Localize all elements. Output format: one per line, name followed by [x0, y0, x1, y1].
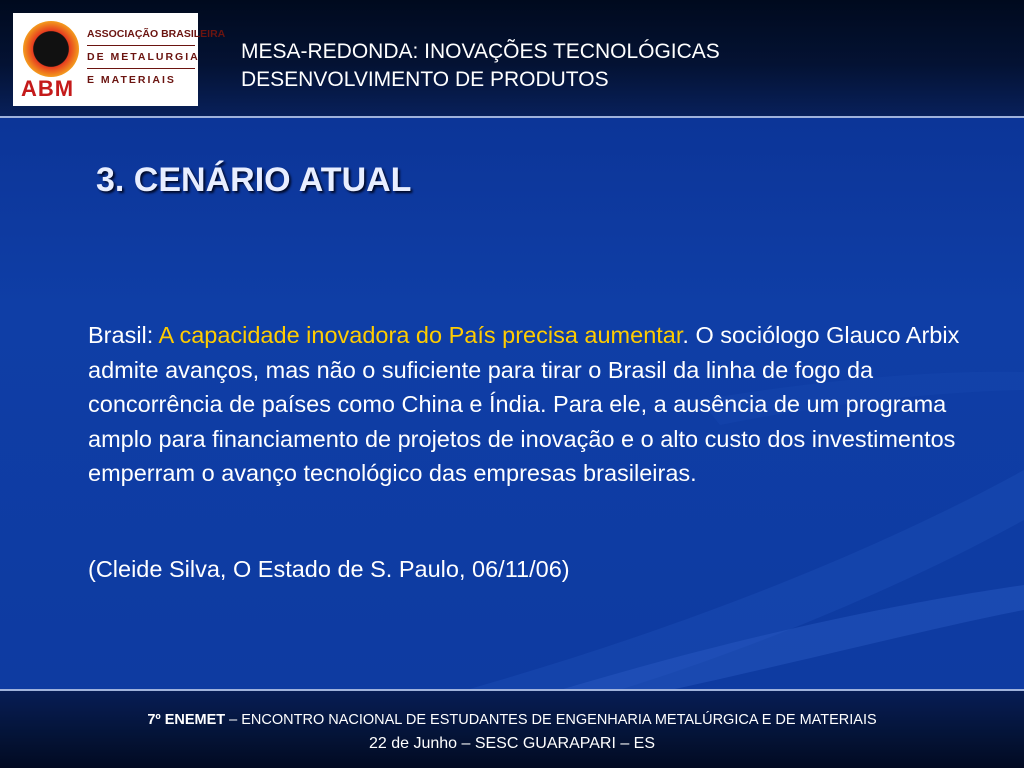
citation: (Cleide Silva, O Estado de S. Paulo, 06/11/06)	[88, 556, 570, 582]
footer-date-location: 22 de Junho – SESC GUARAPARI – ES	[368, 735, 656, 752]
logo-ring-icon	[23, 21, 79, 77]
body-rest: . O sociólogo Glauco Arbix admite avanços, mas não o suficiente para tirar o Brasil da linha de fogo da concorrência de países como China e Índia. Para ele, a ausência de um programa amplo para financiamento de projetos de inovação e o alto custo dos investimentos emperram o avanço tecnológico das empresas brasileiras.	[88, 322, 960, 486]
footer-event-line	[0, 712, 1024, 728]
body-highlight: A capacidade inovadora do País precisa aumentar	[158, 322, 683, 348]
body-lead: Brasil:	[88, 322, 159, 348]
abm-logo	[13, 13, 226, 106]
header-title-line-2: DESENVOLVIMENTO DE PRODUTOS	[241, 68, 609, 91]
footer-event-description: – ENCONTRO NACIONAL DE ESTUDANTES DE ENGENHARIA METALÚRGICA E DE MATERIAIS	[225, 712, 877, 728]
header-title	[241, 38, 720, 94]
logo-line-2: DE METALURGIA	[87, 45, 195, 68]
slide-header	[0, 0, 1024, 116]
logo-mark-text: ABM	[21, 76, 75, 101]
section-title: 3. CENÁRIO ATUAL	[96, 161, 412, 199]
body-paragraph	[88, 318, 1008, 491]
logo-line-1: ASSOCIAÇÃO BRASILEIRA	[87, 28, 226, 40]
header-title-line-1: MESA-REDONDA: INOVAÇÕES TECNOLÓGICAS	[241, 40, 720, 63]
header-divider	[0, 116, 1024, 118]
logo-text	[87, 23, 226, 91]
slide-footer	[0, 691, 1024, 768]
logo-line-3: E MATERIAIS	[87, 68, 195, 91]
footer-event-name: 7º ENEMET	[147, 712, 226, 728]
